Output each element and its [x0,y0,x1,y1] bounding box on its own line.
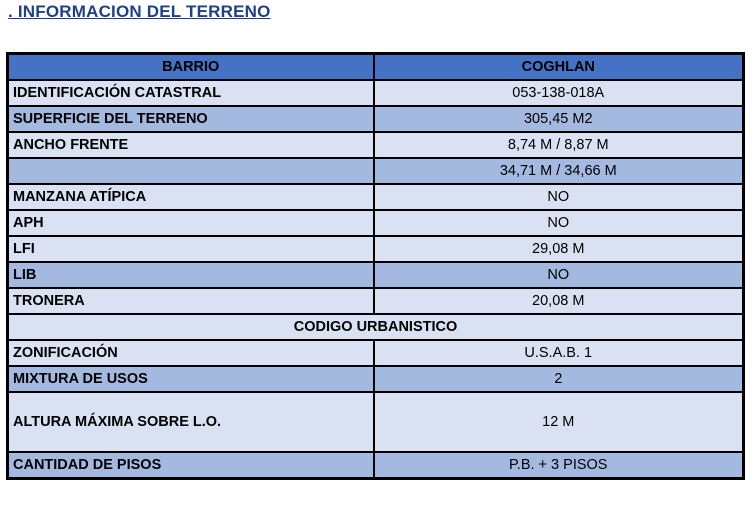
table-row [8,452,744,479]
table-row [8,158,744,184]
row-label: TRONERA [8,288,374,314]
row-value: NO [374,262,744,288]
row-value: 34,71 M / 34,66 M [374,158,744,184]
row-label: LFI [8,236,374,262]
table-header-row [8,54,744,81]
row-value: 053-138-018A [374,80,744,106]
table-row [8,80,744,106]
row-value: 305,45 M2 [374,106,744,132]
header-value-cell: COGHLAN [374,54,744,81]
header-label-cell: BARRIO [8,54,374,81]
table-row [8,106,744,132]
table-row [8,132,744,158]
row-label [8,158,374,184]
row-value: 29,08 M [374,236,744,262]
row-label: ZONIFICACIÓN [8,340,374,366]
row-label: LIB [8,262,374,288]
table-row [8,288,744,314]
row-label: MIXTURA DE USOS [8,366,374,392]
row-label: CANTIDAD DE PISOS [8,452,374,479]
table-row [8,340,744,366]
table-row [8,184,744,210]
table-row [8,210,744,236]
row-value: U.S.A.B. 1 [374,340,744,366]
row-value: 2 [374,366,744,392]
section-title: CODIGO URBANISTICO [8,314,744,340]
row-value: NO [374,184,744,210]
row-label: ANCHO FRENTE [8,132,374,158]
row-label: ALTURA MÁXIMA SOBRE L.O. [8,392,374,452]
land-info-table [6,52,745,480]
table-row [8,262,744,288]
row-label: SUPERFICIE DEL TERRENO [8,106,374,132]
row-value: 20,08 M [374,288,744,314]
section-heading: . INFORMACION DEL TERRENO [8,2,271,21]
row-value: 12 M [374,392,744,452]
table-row [8,366,744,392]
table-row [8,392,744,452]
section-row [8,314,744,340]
row-value: NO [374,210,744,236]
table-row [8,236,744,262]
row-label: APH [8,210,374,236]
row-value: P.B. + 3 PISOS [374,452,744,479]
row-label: IDENTIFICACIÓN CATASTRAL [8,80,374,106]
row-label: MANZANA ATÍPICA [8,184,374,210]
row-value: 8,74 M / 8,87 M [374,132,744,158]
